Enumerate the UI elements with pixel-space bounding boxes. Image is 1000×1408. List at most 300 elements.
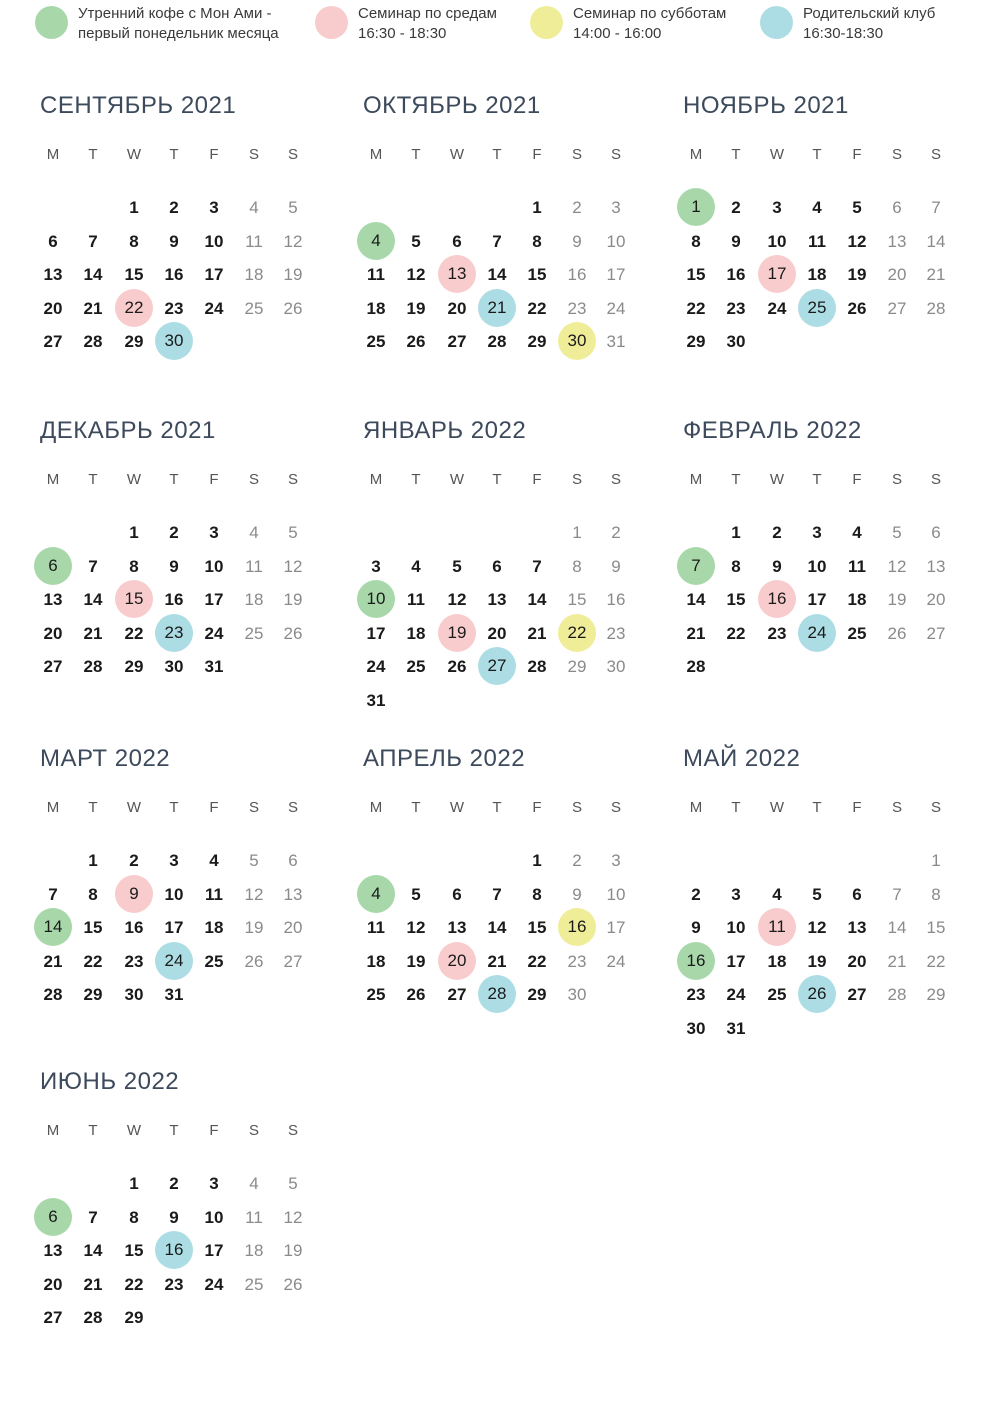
calendar-day: 1 [129,198,139,217]
calendar-day: 22 [686,298,706,318]
weekday-header: W [769,146,785,163]
weekday-header: S [248,146,259,163]
weekday-header: S [930,799,941,816]
calendar-day: 1 [532,198,542,217]
legend-label-line1: Утренний кофе с Мон Ами - [78,5,272,22]
calendar-day: 26 [847,298,867,318]
weekday-header: S [891,146,902,163]
weekend-day: 26 [244,951,264,971]
weekday-header: M [46,1122,60,1139]
weekday-header: F [209,1122,219,1139]
weekend-day: 13 [926,556,946,576]
weekday-header: T [492,799,502,816]
calendar-day: 17 [204,265,224,284]
weekend-day: 4 [249,1174,259,1193]
weekday-header: M [689,471,703,488]
calendar-day: 17 [366,623,386,643]
calendar-day: 30 [164,657,184,676]
weekday-header: T [492,146,502,163]
legend-swatch [760,6,793,39]
weekday-header: W [126,799,142,816]
calendar-day: 13 [43,590,63,609]
event-day: 23 [155,614,193,652]
calendar-day: 11 [367,918,385,937]
month-title: НОЯБРЬ 2021 [683,92,849,119]
event-day: 22 [115,289,153,327]
weekend-day: 6 [892,198,902,217]
weekend-day: 29 [567,657,587,676]
weekend-day: 23 [567,298,587,318]
event-day: 9 [115,875,153,913]
calendar-day: 25 [847,623,867,643]
month-title: ФЕВРАЛЬ 2022 [683,417,862,444]
weekend-day: 25 [244,623,264,643]
event-day: 28 [478,975,516,1013]
calendar-day: 7 [88,1207,98,1227]
calendar-day: 18 [847,590,867,609]
month-title: ОКТЯБРЬ 2021 [363,92,541,119]
calendar-day: 13 [43,1241,63,1260]
weekday-header: W [769,799,785,816]
weekend-day: 3 [611,198,621,217]
calendar-day: 11 [367,265,385,284]
calendar-day: 4 [772,884,782,904]
event-day: 26 [798,975,836,1013]
calendar-day: 6 [452,231,462,251]
calendar-day: 23 [726,298,746,318]
weekend-day: 19 [887,590,907,609]
weekend-day: 12 [283,1207,303,1227]
calendar-day: 29 [124,657,144,676]
calendar-day: 2 [169,523,179,542]
weekend-day: 12 [283,231,303,251]
weekday-header: S [610,471,621,488]
event-day: 6 [34,1198,72,1236]
calendar-day: 9 [691,918,701,937]
calendar-day: 3 [371,556,381,576]
calendar-day: 29 [83,985,103,1004]
weekday-header: T [731,799,741,816]
calendar-day: 14 [487,265,507,284]
calendar-day: 28 [527,657,547,676]
event-day: 7 [677,547,715,585]
calendar-day: 28 [83,332,103,351]
calendar-day: 6 [452,884,462,904]
calendar-day: 18 [406,623,426,643]
weekday-header: S [287,799,298,816]
weekday-header: M [369,471,383,488]
calendar-day: 12 [406,265,426,284]
weekend-day: 17 [606,265,626,284]
weekend-day: 18 [244,265,264,284]
month-title: СЕНТЯБРЬ 2021 [40,92,237,119]
weekend-day: 12 [887,556,907,576]
weekend-day: 15 [567,590,587,609]
calendar-day: 20 [487,623,507,643]
weekend-day: 12 [283,556,303,576]
calendar-day: 5 [452,556,462,576]
calendar-day: 10 [807,556,827,576]
weekend-day: 2 [572,851,582,870]
weekend-day: 5 [288,1174,298,1193]
calendar-day: 31 [726,1018,746,1038]
weekend-day: 7 [892,884,902,904]
calendar-day: 18 [366,951,386,971]
calendar-day: 18 [767,951,787,971]
calendar-day: 28 [43,985,63,1004]
weekend-day: 21 [926,265,946,284]
calendar-day: 17 [726,951,746,971]
calendar-day: 7 [88,231,98,251]
calendar-day: 5 [411,884,421,904]
calendar-day: 25 [366,985,386,1004]
weekday-header: S [287,471,298,488]
calendar-day: 2 [772,523,782,542]
weekday-header: S [610,799,621,816]
weekday-header: S [248,1122,259,1139]
calendar-day: 10 [767,231,787,251]
month-title: ДЕКАБРЬ 2021 [40,417,216,444]
weekend-day: 14 [887,918,907,937]
weekday-header: F [209,146,219,163]
calendar-day: 2 [169,198,179,217]
calendar-day: 27 [447,985,467,1004]
weekend-day: 10 [606,884,626,904]
calendar-day: 3 [812,523,822,542]
calendar-day: 8 [532,231,542,251]
calendar-day: 23 [164,298,184,318]
calendar-day: 12 [847,231,867,251]
event-day: 22 [558,614,596,652]
weekday-header: S [891,471,902,488]
weekday-header: S [248,471,259,488]
calendar-day: 16 [124,918,144,937]
calendar-day: 14 [83,590,103,609]
event-day: 20 [438,942,476,980]
calendar-day: 7 [492,884,502,904]
calendar-day: 29 [527,985,547,1004]
weekend-day: 29 [926,985,946,1004]
calendar-day: 16 [164,265,184,284]
event-day: 1 [677,188,715,226]
weekend-day: 25 [244,1274,264,1294]
calendar-day: 26 [406,985,426,1004]
weekday-header: T [411,146,421,163]
legend-label-line1: Семинар по субботам [573,5,727,22]
weekend-day: 21 [887,951,907,971]
weekend-day: 13 [887,231,907,251]
calendar-day: 25 [406,657,426,676]
calendar-day: 22 [124,623,144,643]
legend-label [803,4,935,44]
weekend-day: 11 [245,231,263,251]
calendar-day: 31 [366,690,386,710]
weekday-header: W [126,471,142,488]
weekday-header: M [689,799,703,816]
weekend-day: 24 [606,298,626,318]
weekday-header: W [449,799,465,816]
weekend-day: 3 [611,851,621,870]
weekday-header: M [46,146,60,163]
calendar-day: 2 [731,198,741,217]
calendar-day: 22 [527,298,547,318]
event-day: 30 [155,322,193,360]
calendar-day: 22 [527,951,547,971]
weekend-day: 23 [567,951,587,971]
weekend-day: 16 [567,265,587,284]
weekday-header: S [248,799,259,816]
calendar-day: 17 [204,1241,224,1260]
calendar-day: 29 [527,332,547,351]
event-day: 16 [758,580,796,618]
calendar-day: 11 [205,884,223,904]
calendar-day: 3 [731,884,741,904]
weekday-header: T [731,146,741,163]
weekend-day: 2 [611,523,621,542]
calendar-day: 10 [204,556,224,576]
calendar-day: 23 [767,623,787,643]
weekend-day: 27 [887,298,907,318]
calendar-day: 1 [88,851,98,870]
weekend-day: 5 [249,851,259,870]
month-title: ИЮНЬ 2022 [40,1068,180,1095]
weekday-header: F [209,471,219,488]
weekday-header: T [411,799,421,816]
calendar-day: 9 [169,1207,179,1227]
month-title: ЯНВАРЬ 2022 [363,417,527,444]
month-calendar [363,745,663,1045]
calendar-day: 19 [807,951,827,971]
weekend-day: 10 [606,231,626,251]
legend-label-line2: 16:30 - 18:30 [358,25,447,42]
calendar-day: 24 [204,298,224,318]
calendar-day: 11 [848,556,866,576]
calendar-day: 28 [83,1308,103,1327]
calendar-day: 21 [43,951,63,971]
legend [0,0,1000,50]
calendar-day: 4 [852,523,862,542]
month-calendar [683,92,983,392]
calendar-day: 10 [164,884,184,904]
weekend-day: 17 [606,918,626,937]
calendar-day: 8 [129,1207,139,1227]
calendar-day: 27 [847,985,867,1004]
calendar-day: 25 [204,951,224,971]
calendar-day: 3 [209,198,219,217]
calendar-day: 8 [691,231,701,251]
weekend-day: 8 [572,556,582,576]
calendar-day: 25 [767,985,787,1004]
weekday-header: T [169,1122,179,1139]
legend-label [573,4,726,44]
calendar-day: 30 [124,985,144,1004]
calendar-day: 21 [83,1274,103,1294]
weekend-day: 9 [572,231,582,251]
weekend-day: 16 [606,590,626,609]
calendar-day: 23 [164,1274,184,1294]
month-calendar [683,745,983,1045]
calendar-day: 20 [43,623,63,643]
event-day: 21 [478,289,516,327]
weekday-header: F [532,799,542,816]
calendar-day: 19 [847,265,867,284]
calendar-day: 2 [129,851,139,870]
calendar-day: 17 [164,918,184,937]
calendar-day: 8 [129,556,139,576]
calendar-day: 27 [43,332,63,351]
legend-label [358,4,497,44]
event-day: 4 [357,875,395,913]
calendar-day: 13 [847,918,867,937]
calendar-day: 3 [209,1174,219,1193]
weekday-header: S [930,471,941,488]
calendar-day: 8 [532,884,542,904]
calendar-day: 8 [731,556,741,576]
weekday-header: T [88,146,98,163]
event-day: 27 [478,647,516,685]
weekday-header: S [891,799,902,816]
event-day: 25 [798,289,836,327]
calendar-day: 5 [812,884,822,904]
weekend-day: 5 [288,198,298,217]
calendar-day: 13 [487,590,507,609]
calendar-day: 5 [411,231,421,251]
calendar-day: 26 [447,657,467,676]
calendar-day: 13 [43,265,63,284]
calendar-day: 31 [164,985,184,1004]
calendar-day: 1 [532,851,542,870]
calendar-day: 14 [527,590,547,609]
calendar-day: 30 [686,1018,706,1038]
month-calendar [363,92,663,392]
weekday-header: T [812,146,822,163]
weekday-header: W [769,471,785,488]
calendar-day: 23 [686,985,706,1004]
calendar-day: 31 [204,657,224,676]
calendar-day: 19 [406,298,426,318]
weekend-day: 19 [283,590,303,609]
weekday-header: S [571,146,582,163]
weekday-header: T [88,1122,98,1139]
calendar-day: 23 [124,951,144,971]
event-day: 19 [438,614,476,652]
calendar-day: 15 [527,918,547,937]
weekend-day: 4 [249,198,259,217]
weekday-header: T [492,471,502,488]
weekend-day: 19 [244,918,264,937]
calendar-day: 12 [406,918,426,937]
weekend-day: 9 [611,556,621,576]
calendar-day: 15 [124,1241,144,1260]
calendar-day: 9 [169,231,179,251]
calendar-day: 1 [731,523,741,542]
weekend-day: 8 [931,884,941,904]
event-day: 30 [558,322,596,360]
weekend-day: 20 [887,265,907,284]
calendar-day: 26 [406,332,426,351]
calendar-day: 11 [808,231,826,251]
legend-swatch [530,6,563,39]
weekday-header: T [169,799,179,816]
weekday-header: M [689,146,703,163]
calendar-day: 22 [83,951,103,971]
event-day: 14 [34,908,72,946]
legend-label-line2: 16:30-18:30 [803,25,884,42]
weekday-header: T [88,471,98,488]
calendar-day: 14 [83,1241,103,1260]
month-title: АПРЕЛЬ 2022 [363,745,526,772]
calendar-day: 9 [772,556,782,576]
calendar-day: 8 [88,884,98,904]
calendar-day: 11 [407,590,425,609]
calendar-day: 17 [204,590,224,609]
event-day: 24 [155,942,193,980]
calendar-day: 21 [83,298,103,318]
weekday-header: W [126,146,142,163]
weekday-header: T [411,471,421,488]
month-title: МАЙ 2022 [683,745,801,772]
calendar-day: 18 [366,298,386,318]
weekday-header: M [46,799,60,816]
calendar-day: 24 [767,298,787,318]
calendar-day: 3 [772,198,782,217]
legend-swatch [315,6,348,39]
event-day: 11 [758,908,796,946]
weekday-header: F [532,471,542,488]
calendar-day: 6 [852,884,862,904]
legend-swatch [35,6,68,39]
weekday-header: T [169,146,179,163]
weekend-day: 9 [572,884,582,904]
weekday-header: T [812,471,822,488]
weekend-day: 6 [288,851,298,870]
weekend-day: 25 [244,298,264,318]
month-calendar [40,417,340,717]
calendar-day: 20 [847,951,867,971]
weekday-header: F [532,146,542,163]
legend-label [78,4,279,44]
calendar-day: 16 [726,265,746,284]
weekend-day: 7 [931,198,941,217]
calendar-day: 24 [204,1274,224,1294]
calendar-day: 9 [169,556,179,576]
calendar-day: 29 [686,332,706,351]
calendar-day: 27 [43,1308,63,1327]
weekday-header: F [852,471,862,488]
calendar-day: 3 [209,523,219,542]
calendar-day: 10 [204,231,224,251]
calendar-day: 8 [129,231,139,251]
weekday-header: F [209,799,219,816]
legend-label-line1: Семинар по средам [358,5,497,22]
calendar-day: 15 [124,265,144,284]
weekend-day: 1 [931,851,941,870]
calendar-day: 14 [487,918,507,937]
weekend-day: 30 [606,657,626,676]
calendar-day: 2 [691,884,701,904]
weekday-header: T [88,799,98,816]
calendar-day: 21 [487,951,507,971]
event-day: 13 [438,255,476,293]
weekend-day: 5 [892,523,902,542]
event-day: 16 [558,908,596,946]
weekday-header: T [731,471,741,488]
weekend-day: 28 [887,985,907,1004]
weekend-day: 26 [887,623,907,643]
calendar-day: 15 [686,265,706,284]
calendar-day: 28 [686,657,706,676]
calendar-day: 12 [447,590,467,609]
